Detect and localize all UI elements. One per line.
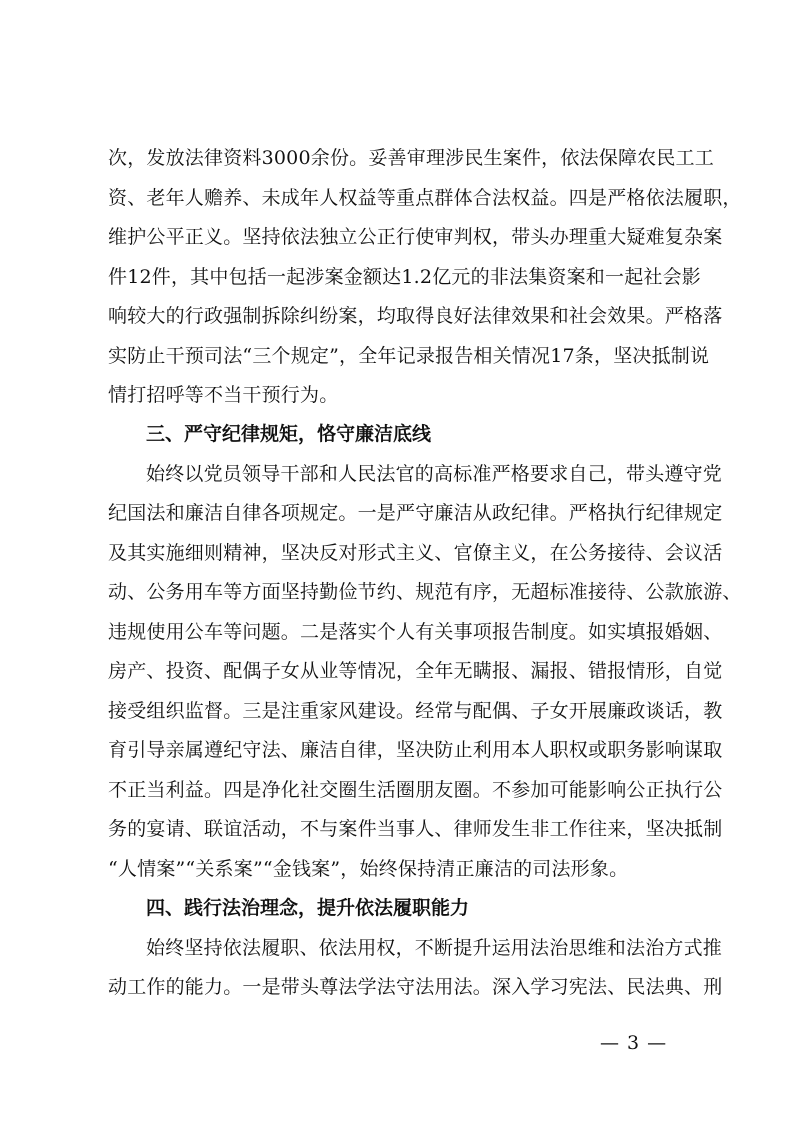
paragraph-line: 接受组织监督。三是注重家风建设。经常与配偶、子女开展廉政谈话，教 xyxy=(108,700,723,722)
section-heading-3: 三、严守纪律规矩，恪守廉洁底线 xyxy=(146,423,432,445)
paragraph-line: 实防止干预司法“三个规定”，全年记录报告相关情况17条，坚决抵制说 xyxy=(108,345,710,367)
page-number: — 3 — xyxy=(600,1032,668,1054)
paragraph-line: 动工作的能力。一是带头尊法学法守法用法。深入学习宪法、民法典、刑 xyxy=(108,976,723,998)
paragraph-line: 始终坚持依法履职、依法用权，不断提升运用法治思维和法治方式推 xyxy=(146,937,723,959)
paragraph-line: “人情案”“关系案”“金钱案”，始终保持清正廉洁的司法形象。 xyxy=(108,858,629,880)
paragraph-line: 不正当利益。四是净化社交圈生活圈朋友圈。不参加可能影响公正执行公 xyxy=(108,779,723,801)
paragraph-line: 违规使用公车等问题。二是落实个人有关事项报告制度。如实填报婚姻、 xyxy=(108,621,723,643)
paragraph-line: 响较大的行政强制拆除纠纷案，均取得良好法律效果和社会效果。严格落 xyxy=(108,305,723,327)
paragraph-line: 纪国法和廉洁自律各项规定。一是严守廉洁从政纪律。严格执行纪律规定 xyxy=(108,502,723,524)
paragraph-line: 及其实施细则精神，坚决反对形式主义、官僚主义，在公务接待、会议活 xyxy=(108,542,723,564)
paragraph-line: 育引导亲属遵纪守法、廉洁自律，坚决防止利用本人职权或职务影响谋取 xyxy=(108,739,723,761)
paragraph-line: 情打招呼等不当干预行为。 xyxy=(108,384,339,406)
paragraph-line: 维护公平正义。坚持依法独立公正行使审判权，带头办理重大疑难复杂案 xyxy=(108,226,723,248)
paragraph-line: 次，发放法律资料3000余份。妥善审理涉民生案件，依法保障农民工工 xyxy=(108,147,714,169)
paragraph-line: 资、老年人赡养、未成年人权益等重点群体合法权益。四是严格依法履职， xyxy=(108,187,742,209)
paragraph-line: 动、公务用车等方面坚持勤俭节约、规范有序，无超标准接待、公款旅游、 xyxy=(108,581,742,603)
paragraph-line: 房产、投资、配偶子女从业等情况，全年无瞒报、漏报、错报情形，自觉 xyxy=(108,660,723,682)
paragraph-line: 始终以党员领导干部和人民法官的高标准严格要求自己，带头遵守党 xyxy=(146,463,723,485)
paragraph-line: 件12件，其中包括一起涉案金额达1.2亿元的非法集资案和一起社会影 xyxy=(108,266,701,288)
section-heading-4: 四、践行法治理念，提升依法履职能力 xyxy=(146,897,470,919)
paragraph-line: 务的宴请、联谊活动，不与案件当事人、律师发生非工作往来，坚决抵制 xyxy=(108,818,723,840)
